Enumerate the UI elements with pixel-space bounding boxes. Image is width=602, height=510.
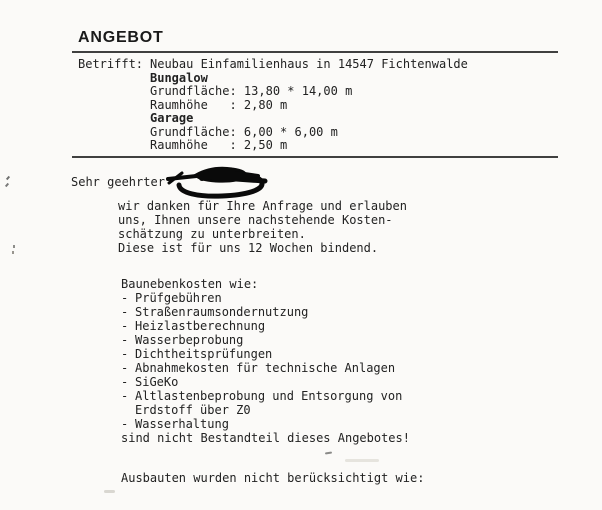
intro-line: wir danken für Ihre Anfrage und erlauben (118, 199, 407, 213)
list-bullet: - (121, 361, 129, 375)
list-item (121, 347, 417, 361)
list-item-label: Abnahmekosten für technische Anlagen (135, 361, 396, 375)
closing-line: Ausbauten wurden nicht berücksichtigt wie: (121, 471, 425, 485)
subject-line-bungalow-height: Raumhöhe : 2,80 m (150, 97, 288, 112)
list-item (121, 389, 417, 417)
list-item-label: Wasserhaltung (135, 417, 229, 431)
list-item (121, 291, 417, 305)
list-item-label: Prüfgebühren (135, 291, 222, 305)
list-item-label: Dichtheitsprüfungen (135, 347, 273, 361)
list-bullet: - (121, 375, 129, 389)
list-item-label: Wasserbeprobung (135, 333, 244, 347)
subject-label: Betrifft: (78, 57, 144, 71)
list-item-label: Heizlastberechnung (135, 319, 266, 333)
list-bullet: - (121, 291, 129, 305)
list-item-label: SiGeKo (135, 375, 179, 389)
scan-artifact (12, 251, 14, 254)
list-item (121, 333, 417, 347)
scan-artifact (325, 452, 332, 455)
subject-lines (150, 58, 468, 153)
divider-bottom (72, 156, 558, 158)
scan-artifact (5, 183, 9, 187)
side-costs-list (121, 277, 417, 431)
subject-line-garage-height: Raumhöhe : 2,50 m (150, 138, 288, 152)
list-item (121, 305, 417, 319)
subject-block (78, 58, 468, 153)
list-item-label: Straßenraumsondernutzung (135, 305, 309, 319)
intro-line: uns, Ihnen unsere nachstehende Kosten- (118, 213, 393, 227)
subject-line-bungalow-area: Grundfläche: 13,80 * 14,00 m (150, 84, 353, 98)
list-item-label: Altlastenbeprobung und Entsorgung von Erdstoff über Z0 (135, 389, 403, 417)
list-bullet: - (121, 319, 129, 333)
list-item (121, 319, 417, 333)
subject-line-garage-area: Grundfläche: 6,00 * 6,00 m (150, 124, 338, 139)
list-bullet: - (121, 417, 129, 431)
divider-top (72, 51, 558, 53)
side-costs-heading: Baunebenkosten wie: (121, 277, 259, 291)
subject-line-garage: Garage (150, 111, 194, 125)
list-item (121, 417, 417, 431)
list-bullet: - (121, 389, 129, 403)
list-bullet: - (121, 347, 129, 361)
intro-line: Diese ist für uns 12 Wochen bindend. (118, 241, 379, 255)
list-item (121, 375, 417, 389)
exclusion-note: sind nicht Bestandteil dieses Angebotes! (121, 431, 410, 445)
salutation-text: Sehr geehrter (71, 175, 165, 189)
document-title: ANGEBOT (78, 29, 164, 46)
subject-line-bungalow: Bungalow (150, 70, 208, 85)
list-item (121, 361, 417, 375)
list-bullet: - (121, 333, 129, 347)
list-bullet: - (121, 305, 129, 319)
scan-artifact (6, 176, 10, 180)
subject-line-project: Neubau Einfamilienhaus in 14547 Fichtenwalde (150, 57, 468, 71)
scan-artifact (345, 459, 379, 462)
scan-artifact (13, 245, 15, 248)
redaction-scribble-icon (166, 162, 268, 200)
intro-line: schätzung zu unterbreiten. (118, 227, 306, 241)
scan-artifact (104, 490, 115, 493)
intro-paragraph (118, 199, 407, 255)
